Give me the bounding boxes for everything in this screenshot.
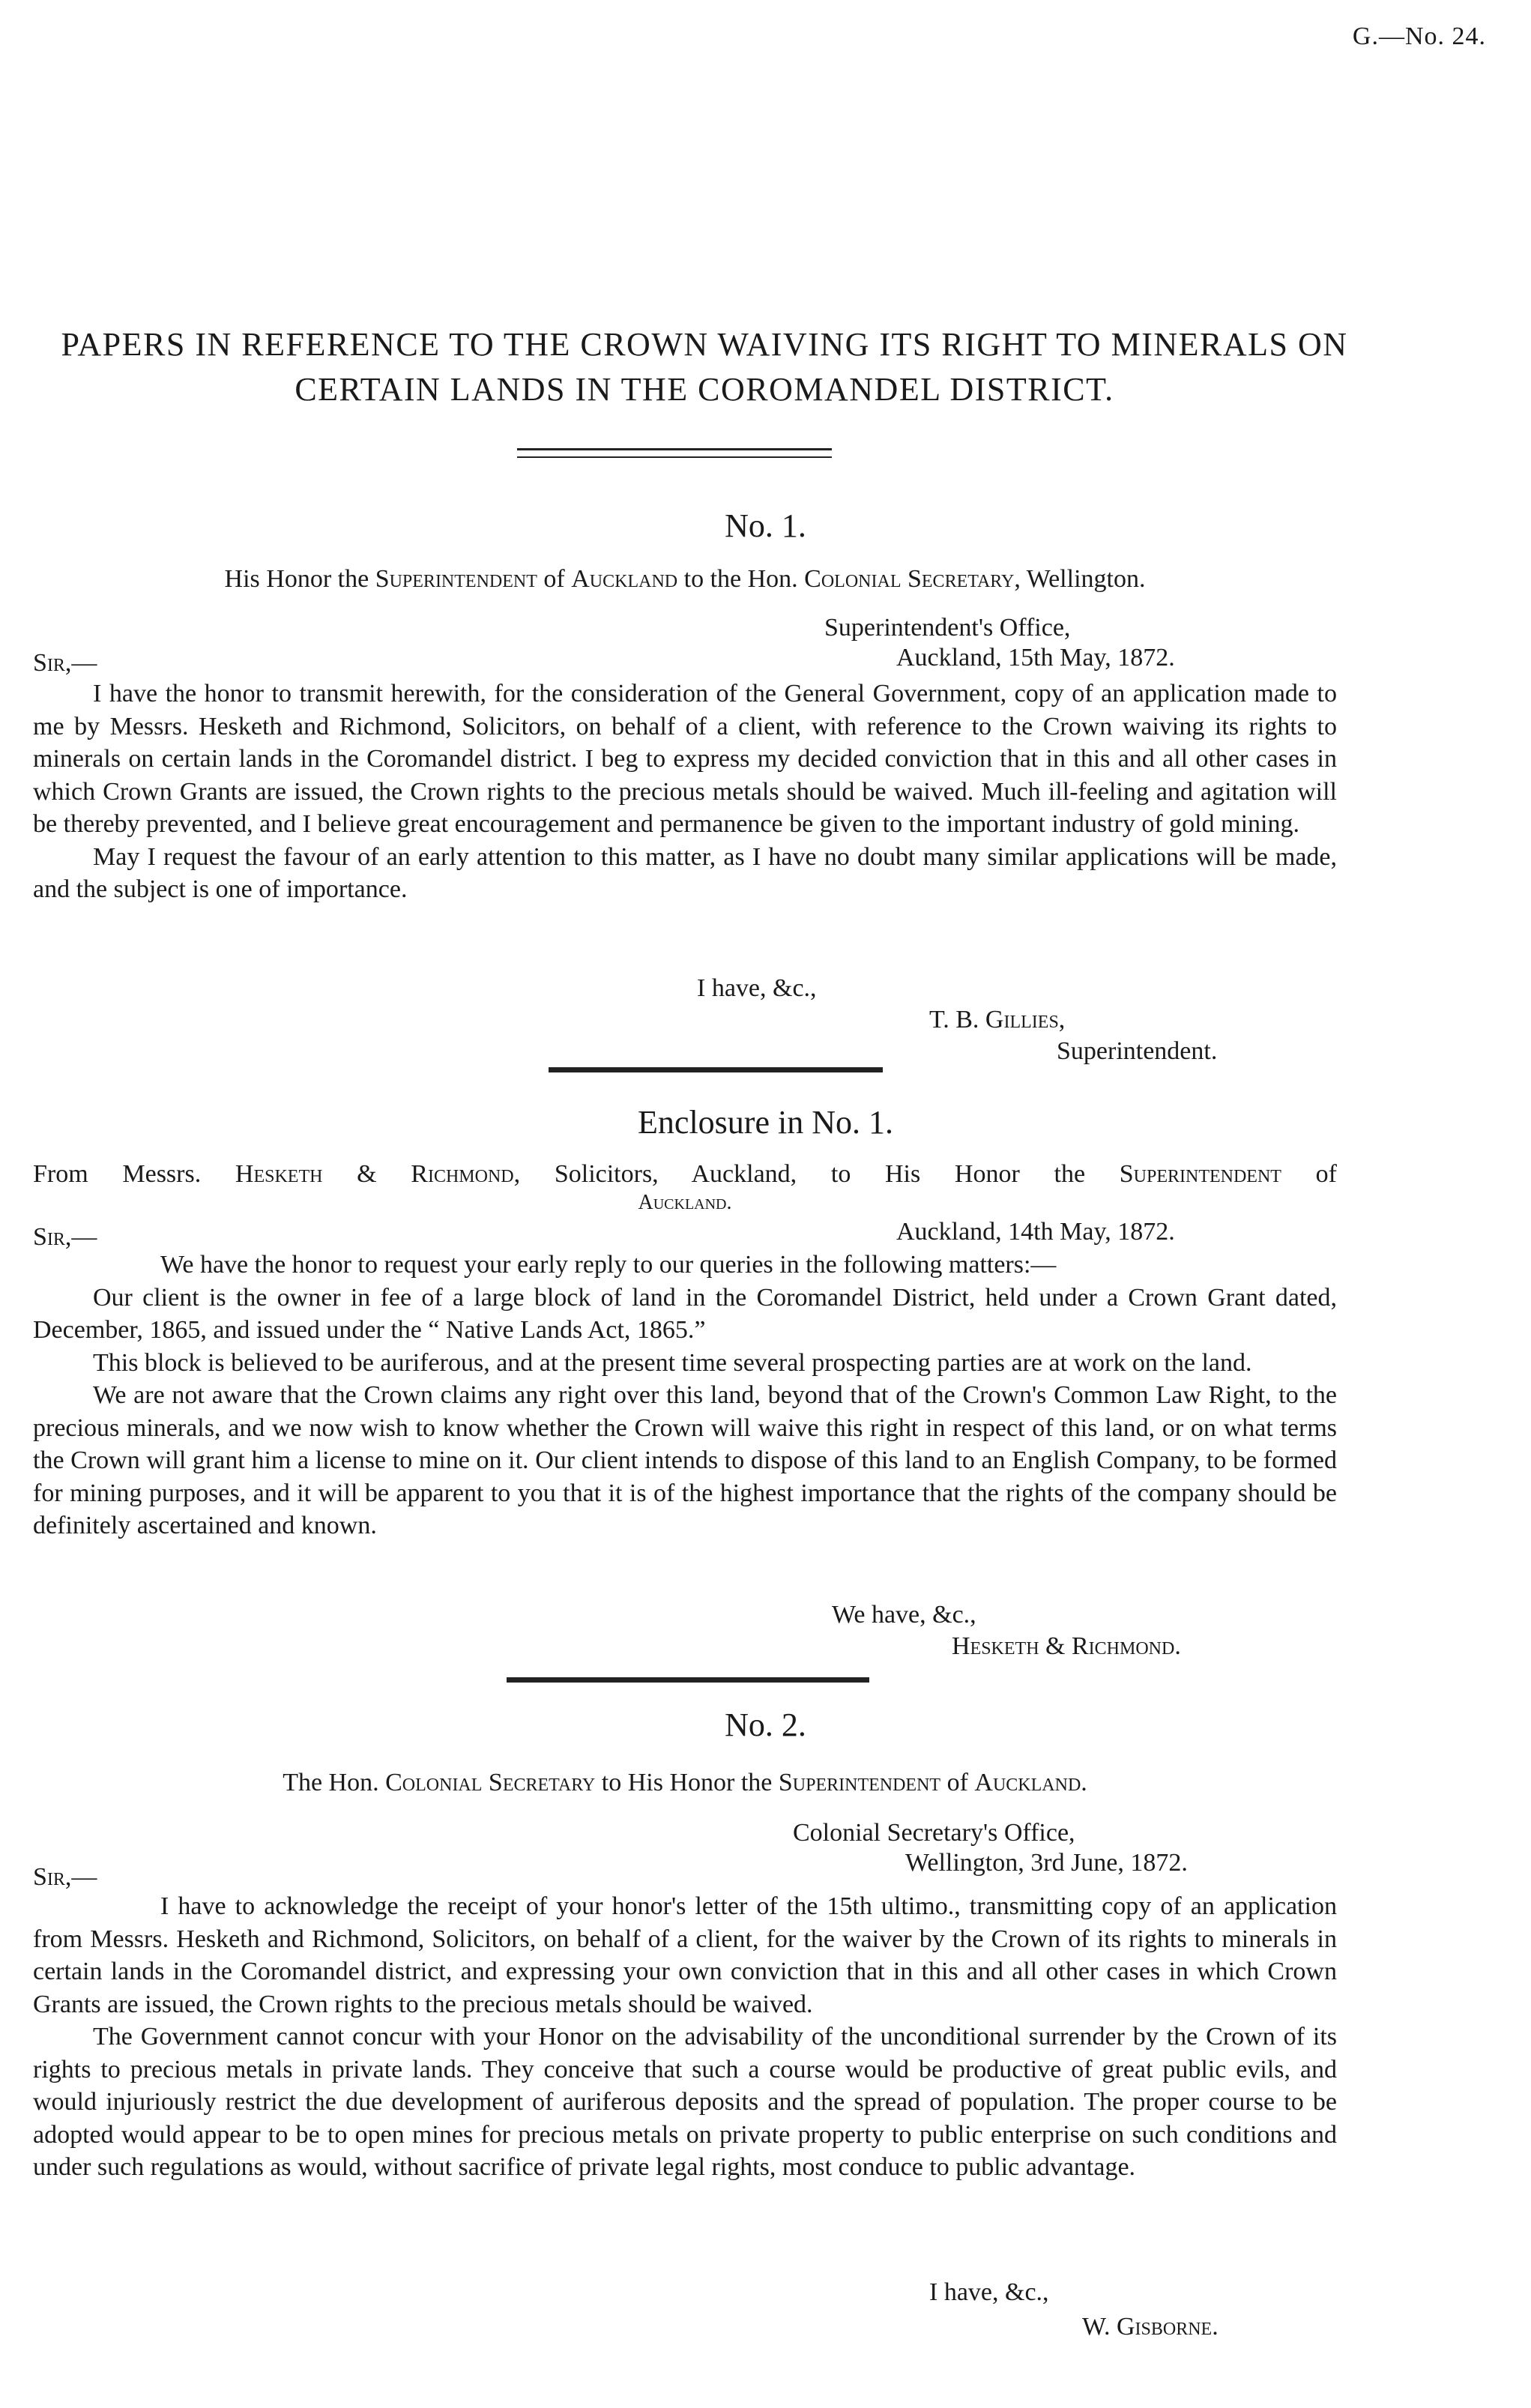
no1-closing: I have, &c., bbox=[697, 974, 817, 1002]
no1-paragraph-2: May I request the favour of an early attention to this matter, as I have no doubt many similar applications will be made, and the subject is one of importance. bbox=[33, 842, 1337, 903]
no1-body bbox=[33, 678, 1337, 906]
enclosure-heading: Enclosure in No. 1. bbox=[638, 1104, 893, 1141]
enclosure-paragraph-1: We have the honor to request your early reply to our queries in the following matters:— bbox=[160, 1251, 1057, 1279]
enclosure-body bbox=[33, 1249, 1337, 1542]
enclosure-address: Auckland, 14th May, 1872. bbox=[896, 1218, 1175, 1246]
enclosure-divider bbox=[507, 1677, 869, 1683]
title-line-2: CERTAIN LANDS IN THE COROMANDEL DISTRICT. bbox=[295, 371, 1114, 408]
enclosure-subheading: From Messrs. Hesketh & Richmond, Solicitors, Auckland, to His Honor the Superintendent of Auckland. bbox=[33, 1160, 1337, 1214]
enclosure-paragraph-3: This block is believed to be auriferous, and at the present time several prospecting parties are at work on the land. bbox=[93, 1348, 1252, 1377]
no2-salutation: Sir,— bbox=[33, 1863, 97, 1891]
no1-signatory: T. B. Gillies, Superintendent. bbox=[929, 1006, 1218, 1065]
page-reference: G.—No. 24. bbox=[1352, 22, 1486, 50]
no2-address: Colonial Secretary's Office, Wellington, 3rd June, 1872. bbox=[793, 1819, 1188, 1877]
no2-body bbox=[33, 1890, 1337, 2184]
no1-subheading: His Honor the Superintendent of Auckland to the Hon. Colonial Secretary, Wellington. bbox=[224, 565, 1146, 593]
enclosure-salutation: Sir,— bbox=[33, 1223, 97, 1251]
no2-heading: No. 2. bbox=[725, 1707, 806, 1743]
no2-paragraph-2: The Government cannot concur with your Honor on the advisability of the unconditional surrender by the Crown of its rights to precious metals in private lands. They conceive that such a course would be productive of great public evils, and would injuriously restrict the due development of auriferous deposits and the spread of population. The proper course to be adopted would appear to be to open mines for precious metals on private property to public enterprise on such conditions and under such regulations as would, without sacrifice of private legal rights, most conduce to public advantage. bbox=[33, 2023, 1337, 2181]
no2-subheading: The Hon. Colonial Secretary to His Honor the Superintendent of Auckland. bbox=[283, 1769, 1087, 1796]
no1-salutation: Sir,— bbox=[33, 649, 97, 677]
no2-closing: I have, &c., bbox=[929, 2278, 1049, 2306]
title-line-1: PAPERS IN REFERENCE TO THE CROWN WAIVING ITS RIGHT TO MINERALS ON bbox=[61, 326, 1348, 363]
document-title bbox=[30, 322, 1379, 412]
no1-heading: No. 1. bbox=[725, 507, 806, 544]
no1-paragraph-1: I have the honor to transmit herewith, for the consideration of the General Government, copy of an application made to me by Messrs. Hesketh and Richmond, Solicitors, on behalf of a client, with reference to the Crown waiving its rights to minerals on certain lands in the Coromandel district. I beg to express my decided conviction that in this and all other cases in which Crown Grants are issued, the Crown rights to the precious metals should be waived. Much ill-feeling and agitation will be thereby prevented, and I believe great encouragement and permanence be given to the important industry of gold mining. bbox=[33, 680, 1337, 838]
no2-paragraph-1: I have to acknowledge the receipt of your honor's letter of the 15th ultimo., transmitting copy of an application from Messrs. Hesketh and Richmond, Solicitors, on behalf of a client, for the waiver by the Crown of its rights to minerals in certain lands in the Coromandel district, and expressing your own conviction that in this and all other cases in which Crown Grants are issued, the Crown rights to the precious metals should be waived. bbox=[33, 1892, 1337, 2018]
no1-divider bbox=[549, 1067, 883, 1072]
enclosure-signatory: Hesketh & Richmond. bbox=[952, 1632, 1181, 1660]
no2-signatory: W. Gisborne. bbox=[1082, 2313, 1219, 2341]
enclosure-closing: We have, &c., bbox=[832, 1601, 976, 1629]
enclosure-paragraph-2: Our client is the owner in fee of a large block of land in the Coromandel District, held under a Crown Grant dated, December, 1865, and issued under the “ Native Lands Act, 1865.” bbox=[33, 1283, 1337, 1344]
title-divider bbox=[517, 448, 832, 458]
enclosure-paragraph-4: We are not aware that the Crown claims any right over this land, beyond that of the Crown's Common Law Right, to the precious minerals, and we now wish to know whether the Crown will waive this right in respect of this land, or on what terms the Crown will grant him a license to mine on it. Our client intends to dispose of this land to an English Company, to be formed for mining purposes, and it will be apparent to you that it is of the highest importance that the rights of the company should be definitely ascertained and known. bbox=[33, 1381, 1337, 1539]
no1-address: Superintendent's Office, Auckland, 15th May, 1872. bbox=[824, 614, 1175, 672]
